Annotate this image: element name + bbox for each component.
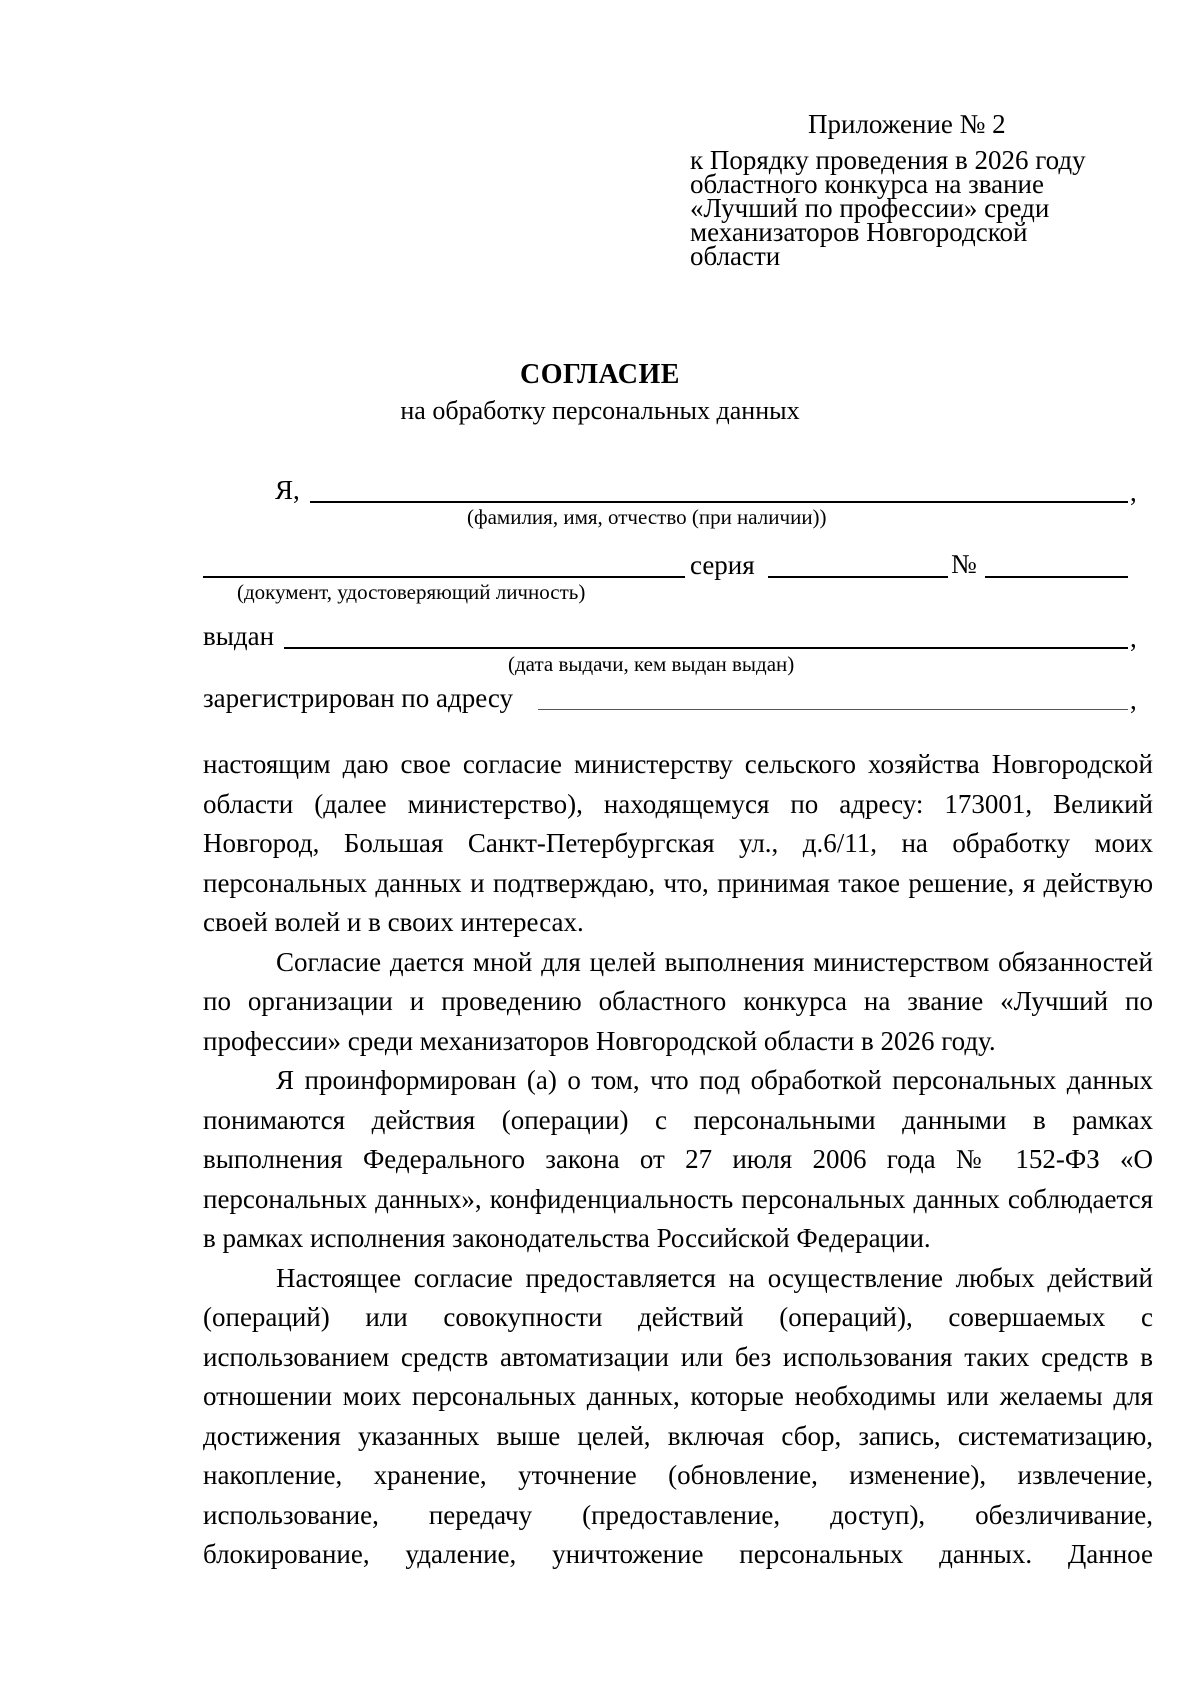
appendix-reference bbox=[690, 145, 1160, 271]
comma: , bbox=[1130, 685, 1137, 715]
registered-label: зарегистрирован по адресу bbox=[203, 683, 513, 713]
body-paragraph: Настоящее согласие предоставляется на осуществление любых действий (операций) или совокупности действий (операций), совершаемых с использованием средств автоматизации или без использования таких средств в отношении моих персональных данных, которые необходимы или желаемы для достижения указанных выше целей, включая сбор, запись, систематизацию, накопление, хранение, уточнение (обновление, изменение), извлечение, использование, передачу (предоставление, доступ), обезличивание, блокирование, удаление, уничтожение персональных данных. Данное bbox=[203, 1262, 1153, 1569]
document-title: СОГЛАСИЕ bbox=[520, 359, 680, 390]
document-field-line[interactable] bbox=[203, 576, 685, 578]
series-field-line[interactable] bbox=[768, 576, 948, 578]
issued-caption: (дата выдачи, кем выдан выдан) bbox=[508, 652, 795, 676]
number-field-line[interactable] bbox=[985, 576, 1128, 578]
fio-field-line[interactable] bbox=[310, 501, 1128, 503]
number-label: № bbox=[951, 549, 977, 579]
address-field-line[interactable] bbox=[538, 709, 1128, 710]
appendix-line: областного конкурса на звание bbox=[690, 169, 1044, 199]
appendix-line: области bbox=[690, 241, 781, 271]
body-paragraph: Согласие дается мной для целей выполнения министерством обязанностей по организации и проведению областного конкурса на звание «Лучший по профессии» среди механизаторов Новгородской области в 2026 году. bbox=[203, 946, 1153, 1056]
document-caption: (документ, удостоверяющий личность) bbox=[237, 580, 586, 604]
issued-field-line[interactable] bbox=[284, 647, 1128, 649]
appendix-line: механизаторов Новгородской bbox=[690, 217, 1028, 247]
appendix-line: «Лучший по профессии» среди bbox=[690, 193, 1050, 223]
comma: , bbox=[1130, 623, 1137, 653]
issued-label: выдан bbox=[203, 621, 275, 651]
body-paragraph: Я проинформирован (а) о том, что под обработкой персональных данных понимаются действия (операции) с персональными данными в рамках выполнения Федерального закона от 27 июля 2006 года № 152-ФЗ «О персональных данных», конфиденциальность персональных данных соблюдается в рамках исполнения законодательства Российской Федерации. bbox=[203, 1065, 1153, 1253]
comma: , bbox=[1130, 477, 1137, 507]
body-paragraph: настоящим даю свое согласие министерству сельского хозяйства Новгородской области (далее министерство), находящемуся по адресу: 173001, Великий Новгород, Большая Санкт-Петербургская ул., д.6/11, на обработку моих персональных данных и подтверждаю, что, принимая такое решение, я действую своей волей и в своих интересах. bbox=[203, 749, 1153, 937]
series-label: серия bbox=[690, 550, 755, 580]
document-subtitle: на обработку персональных данных bbox=[400, 396, 800, 425]
appendix-title: Приложение № 2 bbox=[808, 109, 1006, 139]
fio-caption: (фамилия, имя, отчество (при наличии)) bbox=[467, 505, 827, 529]
i-label: Я, bbox=[275, 475, 300, 505]
appendix-line: к Порядку проведения в 2026 году bbox=[690, 145, 1086, 175]
consent-body bbox=[203, 745, 1153, 1575]
